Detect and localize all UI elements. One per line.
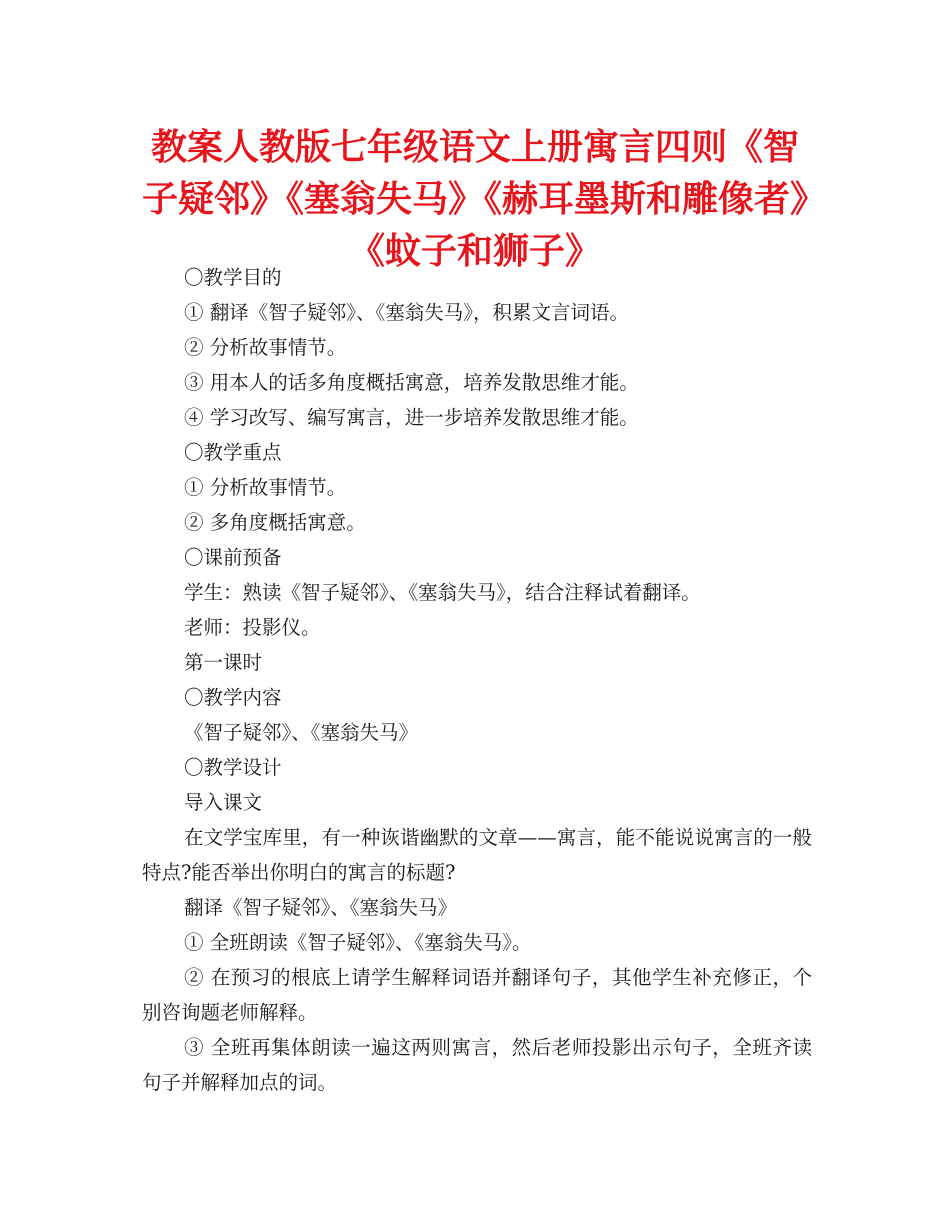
key-point-item-2: ② 多角度概括寓意。 [184,511,366,534]
key-point-item-1: ① 分析故事情节。 [184,476,347,499]
section-heading-objectives: 〇教学目的 [184,266,282,289]
subheading-introduction: 导入课文 [184,791,263,814]
preparation-teacher: 老师：投影仪。 [184,616,321,639]
step-item-1: ① 全班朗读《智子疑邻》、《塞翁失马》。 [184,931,532,954]
introduction-paragraph: 在文学宝库里，有一种诙谐幽默的文章——寓言，能不能说说寓言的一般特点?能否举出你明白的寓言的标题? [142,826,812,884]
document-title: 教案人教版七年级语文上册寓言四则《智子疑邻》《塞翁失马》《赫耳墨斯和雕像者》《蚊子和狮子》 [141,127,808,272]
objective-item-4: ④ 学习改写、编写寓言，进一步培养发散思维才能。 [184,406,639,429]
objective-item-2: ② 分析故事情节。 [184,336,347,359]
content-text: 《智子疑邻》、《塞翁失马》 [184,721,419,744]
preparation-students: 学生：熟读《智子疑邻》、《塞翁失马》，结合注释试着翻译。 [184,581,701,604]
document-body [142,260,812,1100]
subheading-translation: 翻译《智子疑邻》、《塞翁失马》 [184,896,458,919]
step-item-2: ② 在预习的根底上请学生解释词语并翻译句子，其他学生补充修正，个别咨询题老师解释。 [142,966,812,1024]
section-heading-key-points: 〇教学重点 [184,441,282,464]
section-heading-preparation: 〇课前预备 [184,546,282,569]
section-heading-design: 〇教学设计 [184,756,282,779]
lesson-period-heading: 第一课时 [184,651,263,674]
step-item-3: ③ 全班再集体朗读一遍这两则寓言，然后老师投影出示句子，全班齐读句子并解释加点的词。 [142,1036,812,1094]
section-heading-content: 〇教学内容 [184,686,282,709]
objective-item-3: ③ 用本人的话多角度概括寓意，培养发散思维才能。 [184,371,639,394]
objective-item-1: ① 翻译《智子疑邻》、《塞翁失马》，积累文言词语。 [184,301,629,324]
